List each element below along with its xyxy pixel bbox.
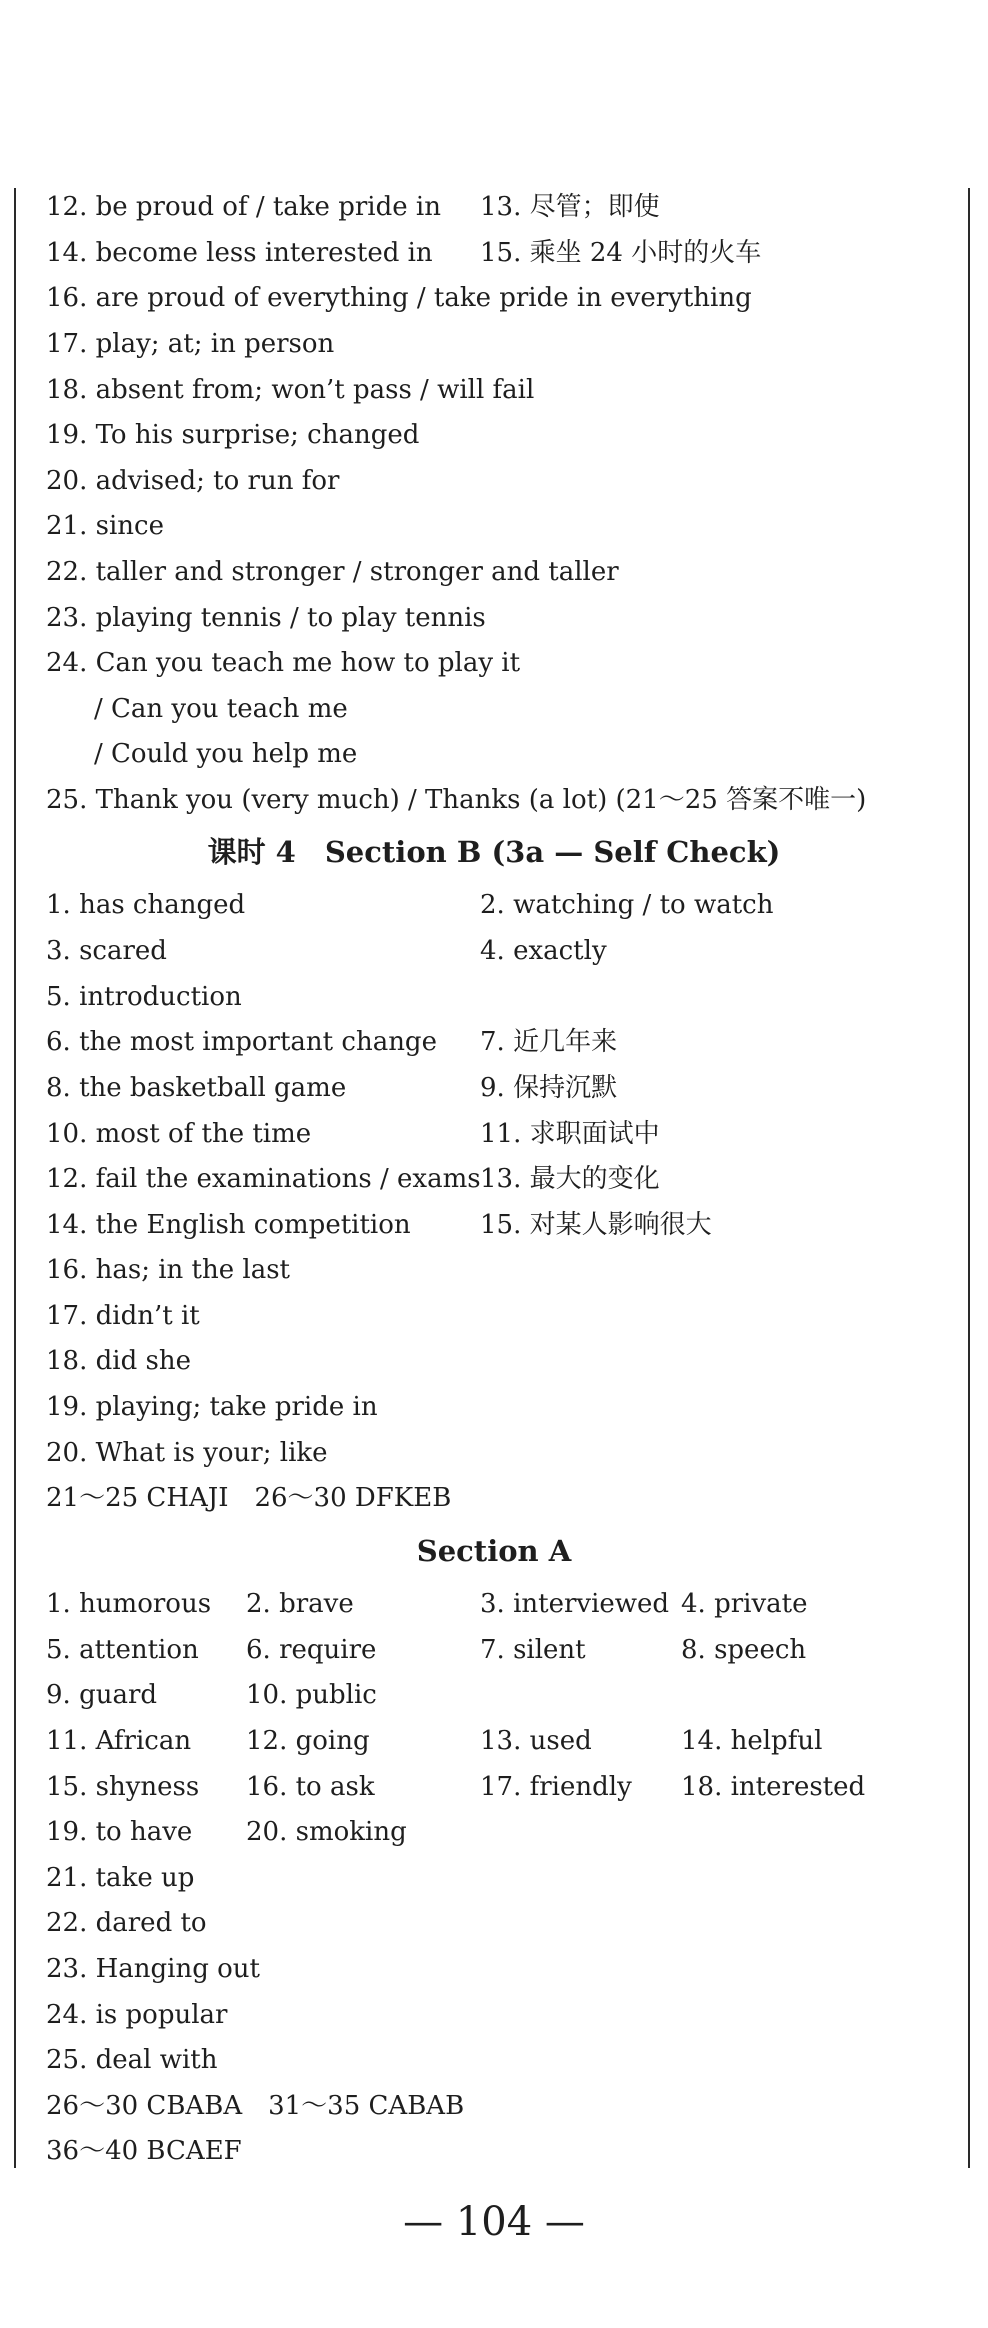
right-border-rule (968, 188, 970, 2168)
lesson4-heading: 课时 4 Section B (3a — Self Check) (207, 835, 781, 869)
answer-cell: 36～40 BCAEF (46, 2136, 242, 2166)
answer-line: 20. advised; to run for (46, 466, 340, 496)
answer-line: 15. 对某人影响很大 (480, 1210, 712, 1240)
answer-cell: 17. friendly (480, 1772, 632, 1802)
answer-line: 9. 保持沉默 (480, 1073, 618, 1103)
left-border-rule (14, 188, 16, 2168)
answer-cell: 20. smoking (246, 1817, 407, 1847)
answer-line: 20. What is your; like (46, 1438, 328, 1468)
answer-line: 21. since (46, 511, 164, 541)
answer-line: 4. exactly (480, 936, 607, 966)
answer-line: 19. To his surprise; changed (46, 420, 420, 450)
answer-cell: 18. interested (681, 1772, 866, 1802)
answer-line: 16. has; in the last (46, 1255, 291, 1285)
page-number: — 104 — (403, 2199, 585, 2245)
answer-cell: 24. is popular (46, 2000, 228, 2030)
answer-line: 23. playing tennis / to play tennis (46, 603, 486, 633)
answer-cell: 10. public (246, 1680, 377, 1710)
answer-line: 14. become less interested in (46, 238, 433, 268)
answer-cell: 22. dared to (46, 1908, 207, 1938)
answer-line: 17. didn’t it (46, 1301, 200, 1331)
section-a-heading: Section A (416, 1534, 572, 1568)
answer-line: 19. playing; take pride in (46, 1392, 378, 1422)
answer-cell: 2. brave (246, 1589, 354, 1619)
answer-line: 17. play; at; in person (46, 329, 335, 359)
answer-line: 7. 近几年来 (480, 1027, 618, 1057)
answer-line: 12. fail the examinations / exams (46, 1164, 481, 1194)
answer-line: 21～25 CHAJI 26～30 DFKEB (46, 1483, 452, 1513)
answer-cell: 9. guard (46, 1680, 158, 1710)
answer-cell: 14. helpful (681, 1726, 823, 1756)
answer-cell: 21. take up (46, 1863, 195, 1893)
answer-cell: 8. speech (681, 1635, 807, 1665)
answer-line: 5. introduction (46, 982, 242, 1012)
answer-line: 13. 尽管；即使 (480, 192, 660, 222)
answer-line: 18. did she (46, 1346, 191, 1376)
answer-line: / Can you teach me (94, 694, 348, 724)
answer-line: 11. 求职面试中 (480, 1119, 660, 1149)
answer-cell: 1. humorous (46, 1589, 212, 1619)
answer-line: 15. 乘坐 24 小时的火车 (480, 238, 762, 268)
answer-cell: 25. deal with (46, 2045, 218, 2075)
answer-cell: 23. Hanging out (46, 1954, 260, 1984)
answer-cell: 19. to have (46, 1817, 193, 1847)
answer-line: 25. Thank you (very much) / Thanks (a lot) (21～25 答案不唯一) (46, 785, 867, 815)
answer-line: 14. the English competition (46, 1210, 411, 1240)
answer-line: 13. 最大的变化 (480, 1164, 660, 1194)
answer-line: 8. the basketball game (46, 1073, 347, 1103)
answer-cell: 7. silent (480, 1635, 586, 1665)
answer-cell: 16. to ask (246, 1772, 375, 1802)
answer-line: 12. be proud of / take pride in (46, 192, 441, 222)
answer-cell: 4. private (681, 1589, 808, 1619)
answer-line: 6. the most important change (46, 1027, 437, 1057)
answer-cell: 3. interviewed (480, 1589, 670, 1619)
answer-line: 18. absent from; won’t pass / will fail (46, 375, 535, 405)
answer-line: 22. taller and stronger / stronger and taller (46, 557, 619, 587)
answer-line: 1. has changed (46, 890, 246, 920)
answer-cell: 26～30 CBABA 31～35 CABAB (46, 2091, 465, 2121)
answer-cell: 11. African (46, 1726, 192, 1756)
answer-line: 16. are proud of everything / take pride in everything (46, 283, 752, 313)
answer-line: 3. scared (46, 936, 167, 966)
answer-cell: 5. attention (46, 1635, 199, 1665)
answer-line: 24. Can you teach me how to play it (46, 648, 521, 678)
answer-line: 10. most of the time (46, 1119, 312, 1149)
answer-cell: 12. going (246, 1726, 370, 1756)
answer-cell: 13. used (480, 1726, 592, 1756)
answer-line: / Could you help me (94, 739, 358, 769)
answer-line: 2. watching / to watch (480, 890, 774, 920)
answer-cell: 6. require (246, 1635, 377, 1665)
answer-cell: 15. shyness (46, 1772, 200, 1802)
